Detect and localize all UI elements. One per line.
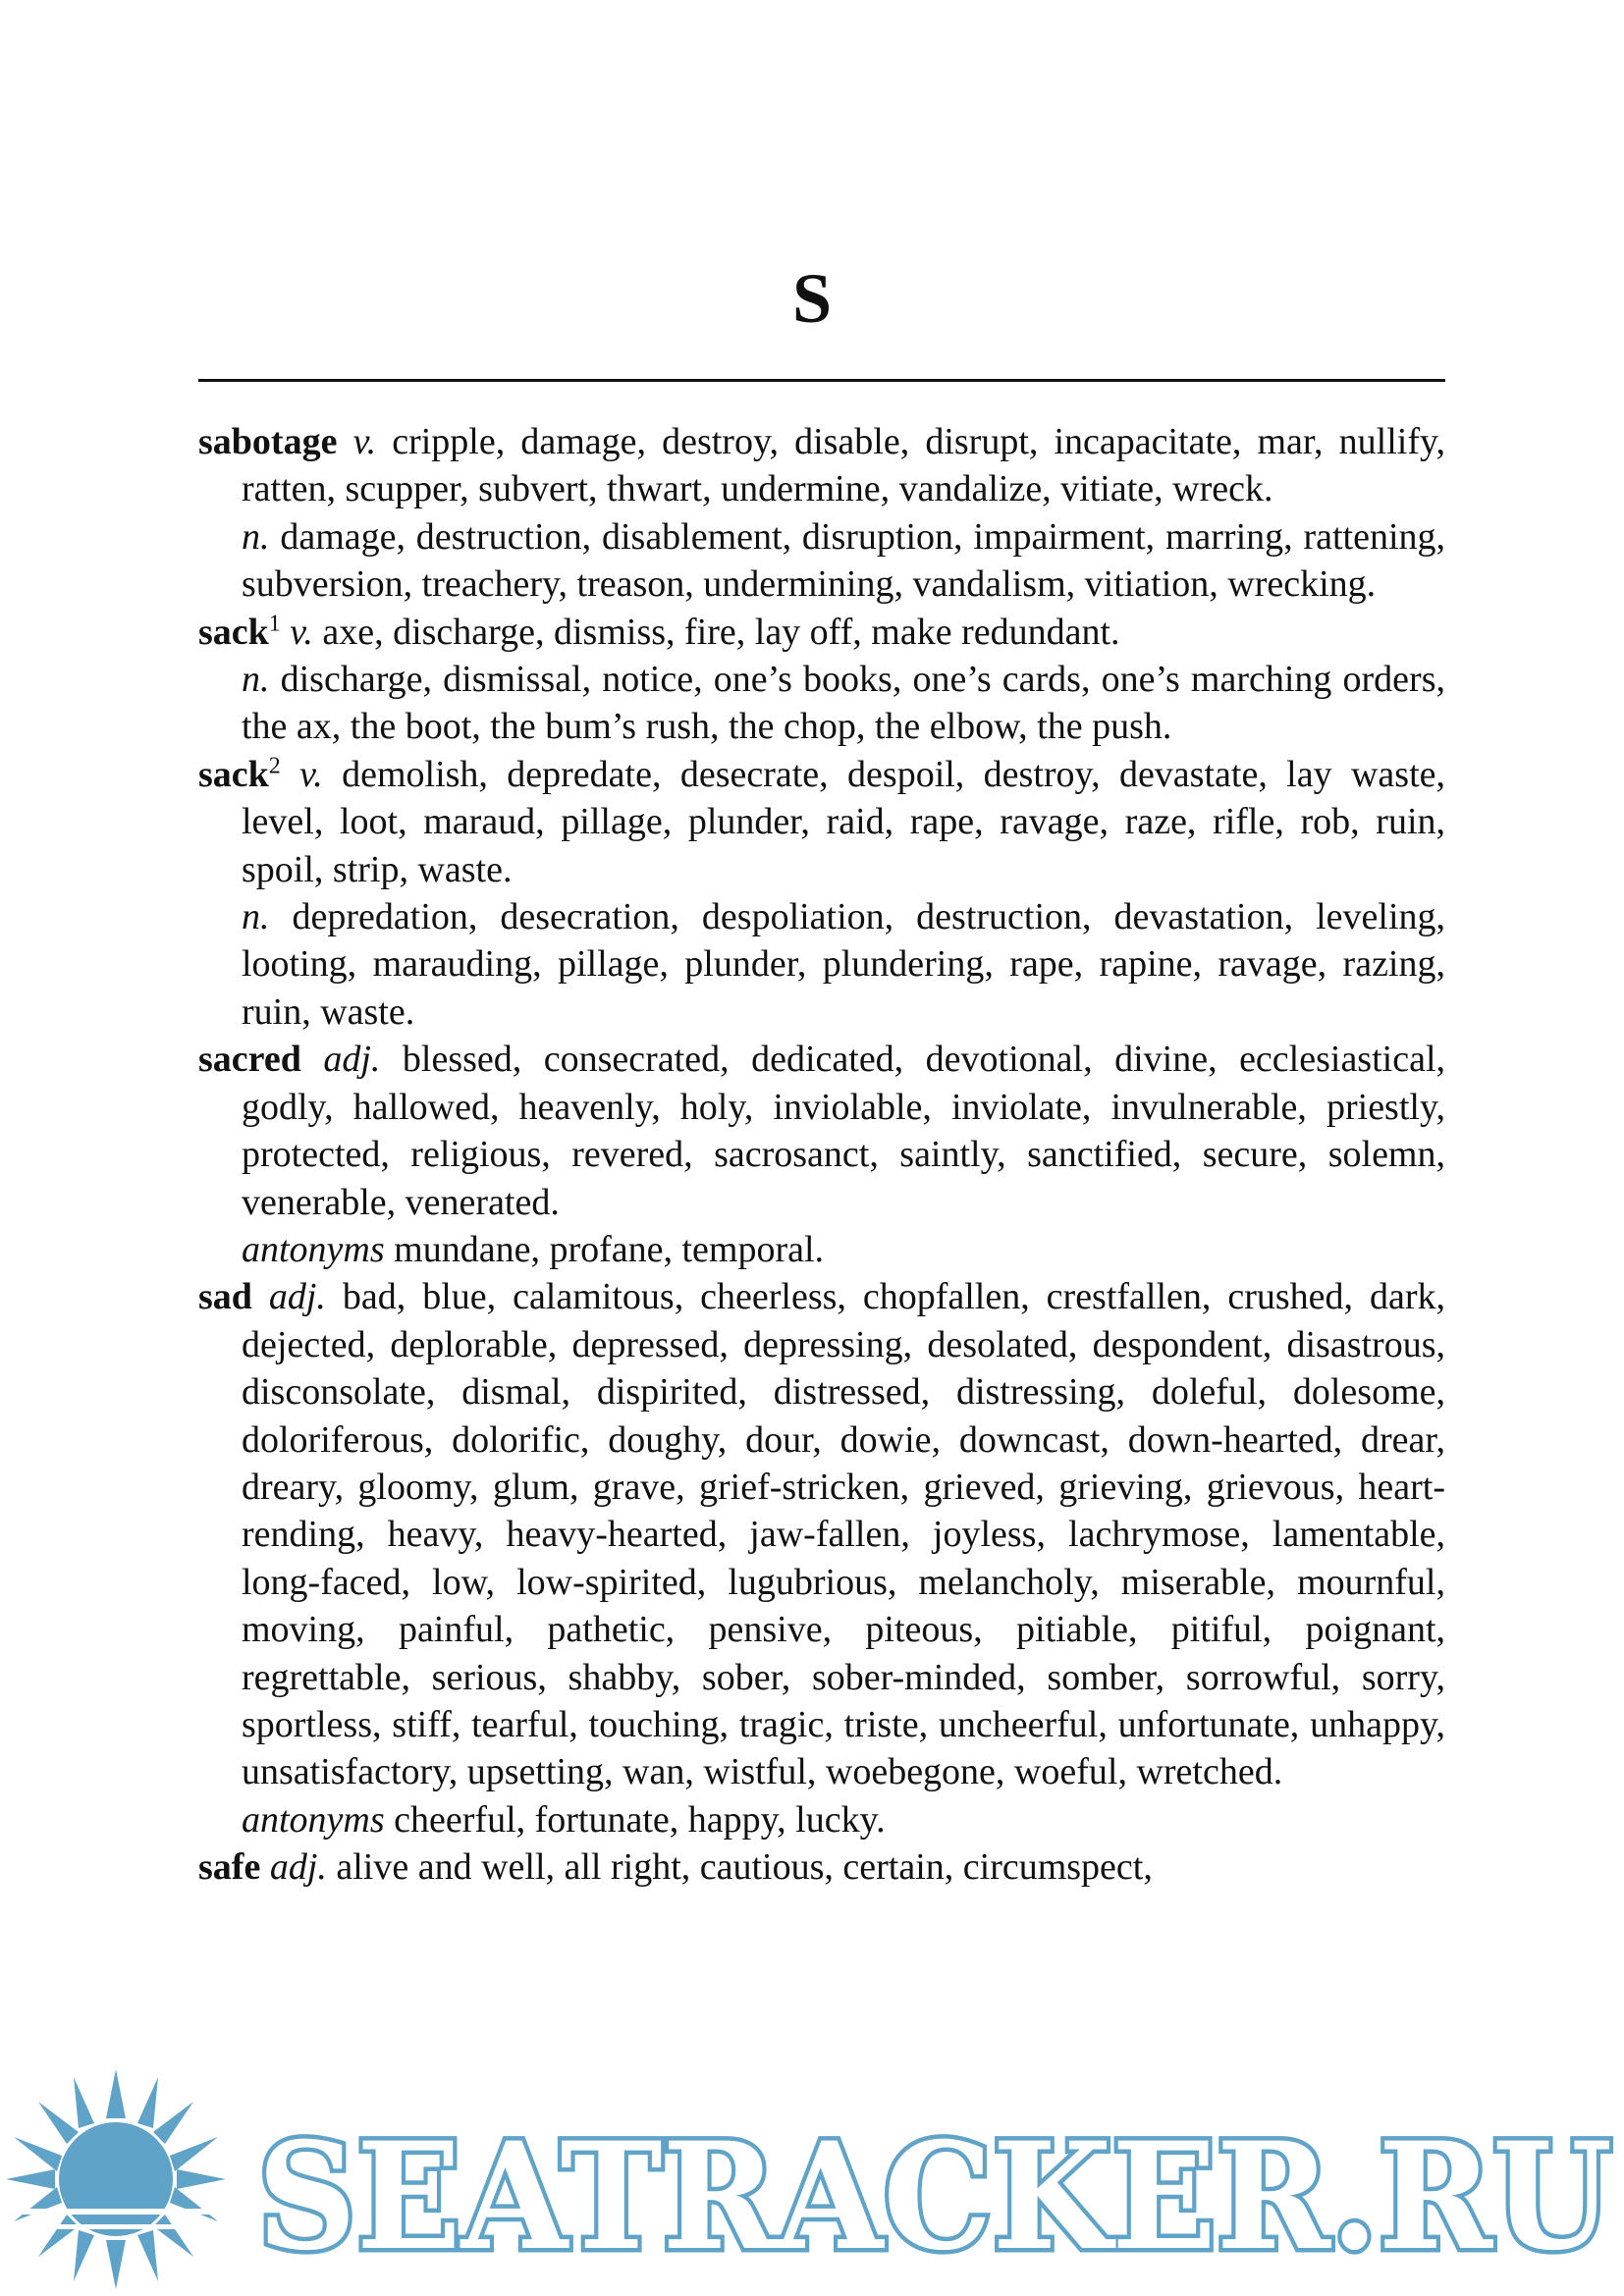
synonym-list: bad, blue, calamitous, cheerless, chopfallen, crestfallen, crushed, dark, dejected, deplorable, depressed, depressing, desolated, despondent, disastrous, disconsolate, dismal, dispirited, distressed, distressing, doleful, dolesome, doloriferous, dolorific, doughy, dour, dowie, downcast, down-hearted, drear, dreary, gloomy, glum, grave, grief-stricken, grieved, grieving, grievous, heart-rending, heavy, heavy-hearted, jaw-fallen, joyless, lachrymose, lamentable, long-faced, low, low-spirited, lugubrious, melancholy, miserable, mournful, moving, painful, pathetic, pensive, piteous, pitiable, pitiful, poignant, regrettable, serious, shabby, sober, sober-minded, somber, sorrowful, sorry, sportless, stiff, tearful, touching, tragic, triste, uncheerful, unfortunate, unhappy, unsatisfactory, upsetting, wan, wistful, woebegone, woeful, wretched. <box>242 1276 1445 1793</box>
sense <box>198 1796 1445 1843</box>
watermark <box>0 2061 1624 2296</box>
sense <box>198 656 1445 751</box>
antonyms-label: antonyms <box>242 1228 385 1270</box>
synonym-list: damage, destruction, disablement, disruption, impairment, marring, rattening, subversion, treachery, treason, undermining, vandalism, vitiation, wrecking. <box>242 515 1446 606</box>
antonym-list: cheerful, fortunate, happy, lucky. <box>394 1798 886 1841</box>
synonym-list: axe, discharge, dismiss, fire, lay off, make redundant. <box>322 611 1120 653</box>
headword: sacred <box>198 1039 301 1081</box>
sense <box>198 513 1445 609</box>
watermark-text: SEATRACKER.RU <box>257 2110 1612 2283</box>
entry-sack-2 <box>198 751 1445 1036</box>
headword: safe <box>198 1846 261 1889</box>
part-of-speech: v. <box>352 421 377 462</box>
sense <box>198 1036 1445 1226</box>
headword: sad <box>198 1276 252 1318</box>
synonym-list: alive and well, all right, cautious, certain, circumspect, <box>336 1846 1153 1889</box>
sense <box>198 893 1445 1036</box>
entry-sacred <box>198 1036 1445 1273</box>
synonym-list: depredation, desecration, despoliation, destruction, devastation, leveling, looting, marauding, pillage, plunder, plundering, rape, rapine, ravage, razing, ruin, waste. <box>242 896 1445 1033</box>
entry-sabotage <box>198 418 1445 609</box>
antonyms-label: antonyms <box>242 1798 385 1841</box>
sun-icon <box>6 2069 226 2289</box>
header-divider <box>198 379 1445 382</box>
part-of-speech: v. <box>290 611 313 653</box>
sense <box>198 1843 1445 1891</box>
part-of-speech: n. <box>242 896 270 938</box>
homograph-number: 2 <box>268 753 281 779</box>
sense <box>198 418 1445 513</box>
part-of-speech: v. <box>299 753 323 795</box>
synonym-list: discharge, dismissal, notice, one’s books, one’s cards, one’s marching orders, the ax, the boot, the bum’s rush, the chop, the elbow, the push. <box>242 659 1445 748</box>
section-letter: S <box>791 259 833 338</box>
headword: sack$^1$ <box>198 610 281 653</box>
entry-safe <box>198 1843 1445 1891</box>
headword: sack$^2$ <box>198 753 281 795</box>
sense <box>198 751 1445 893</box>
part-of-speech: adj. <box>268 1276 326 1318</box>
part-of-speech: n. <box>242 515 270 558</box>
sense <box>198 1226 1445 1273</box>
part-of-speech: n. <box>242 659 270 701</box>
entry-sad <box>198 1273 1445 1843</box>
synonym-list: demolish, depredate, desecrate, despoil, destroy, devastate, lay waste, level, loot, maraud, pillage, plunder, raid, rape, ravage, raze, rifle, rob, ruin, spoil, strip, waste. <box>242 753 1445 890</box>
dictionary-entries <box>198 418 1445 1892</box>
part-of-speech: adj. <box>323 1039 381 1081</box>
headword: sabotage <box>198 421 338 462</box>
entry-sack-1 <box>198 609 1445 751</box>
antonym-list: mundane, profane, temporal. <box>394 1228 825 1270</box>
synonym-list: blessed, consecrated, dedicated, devotional, divine, ecclesiastical, godly, hallowed, heavenly, holy, inviolable, inviolate, invulnerable, priestly, protected, religious, revered, sacrosanct, saintly, sanctified, secure, solemn, venerable, venerated. <box>242 1039 1445 1223</box>
homograph-number: 1 <box>268 610 281 636</box>
sense <box>198 609 1445 656</box>
synonym-list: cripple, damage, destroy, disable, disrupt, incapacitate, mar, nullify, ratten, scupper, subvert, thwart, undermine, vandalize, vitiate, wreck. <box>242 421 1446 510</box>
sense <box>198 1273 1445 1795</box>
part-of-speech: adj. <box>269 1846 327 1889</box>
